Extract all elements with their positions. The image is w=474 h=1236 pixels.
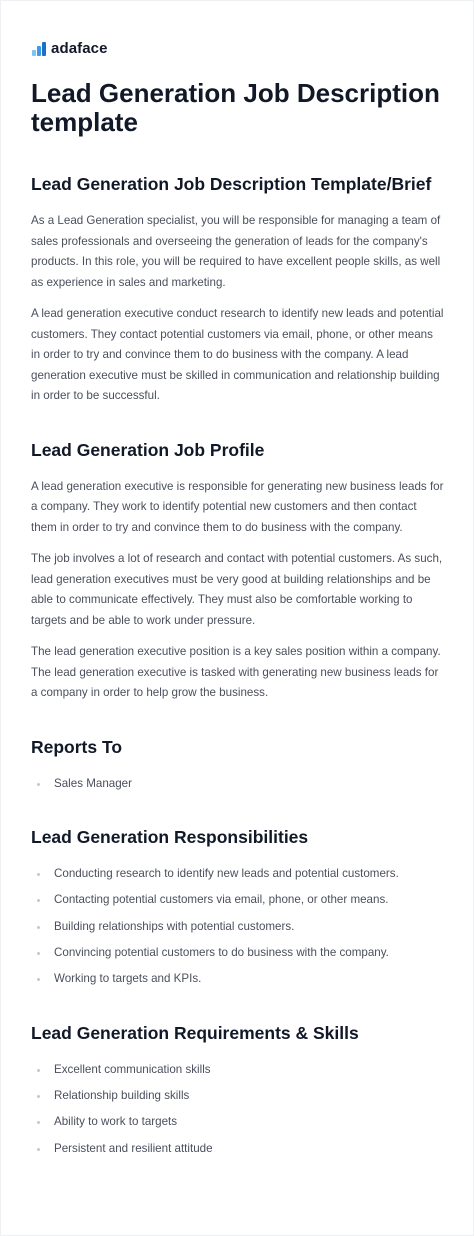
section-job-profile <box>31 437 445 704</box>
list-item: Convincing potential customers to do business with the company. <box>31 943 445 964</box>
section-heading: Lead Generation Job Description Template/Brief <box>31 174 432 194</box>
bullet-list <box>31 864 445 990</box>
list-item: Ability to work to targets <box>31 1112 445 1133</box>
bullet-list <box>31 1060 445 1159</box>
document-body <box>31 171 445 1183</box>
paragraph: As a Lead Generation specialist, you will be responsible for managing a team of sales professionals and overseeing the generation of leads for the company's products. In this role, you will be required to have excellent people skills, as well as experience in sales and marketing. <box>31 214 441 289</box>
brand-logo[interactable] <box>32 40 108 57</box>
adaface-logo-icon <box>32 42 46 56</box>
paragraph: The job involves a lot of research and contact with potential customers. As such, lead generation executives must be very good at building relationships and be able to communicate effectively. They must also be comfortable working to targets and be able to work under pressure. <box>31 552 443 627</box>
list-item: Excellent communication skills <box>31 1060 445 1081</box>
brand-name: adaface <box>51 40 108 57</box>
section-responsibilities <box>31 824 445 990</box>
list-item: Contacting potential customers via email, phone, or other means. <box>31 890 445 911</box>
list-item: Sales Manager <box>31 774 445 795</box>
list-item: Working to targets and KPIs. <box>31 969 445 990</box>
list-item: Persistent and resilient attitude <box>31 1139 445 1160</box>
bullet-list <box>31 774 445 795</box>
paragraph: The lead generation executive position is a key sales position within a company. The lead generation executive is tasked with generating new business leads for a company in order to help grow the business. <box>31 645 441 699</box>
list-item: Building relationships with potential customers. <box>31 917 445 938</box>
section-heading: Lead Generation Responsibilities <box>31 827 309 847</box>
paragraph: A lead generation executive is responsible for generating new business leads for a company. They work to identify potential new customers and then contact them in order to try and convince them to do business with the company. <box>31 479 444 534</box>
section-template-brief <box>31 171 445 407</box>
paragraph: A lead generation executive conduct research to identify new leads and potential customers. They contact potential customers via email, phone, or other means in order to try and convince them to do business with the company. A lead generation executive must be skilled in communication and relationship building in order to be successful. <box>31 307 444 402</box>
section-heading: Lead Generation Requirements & Skills <box>31 1022 359 1043</box>
page-title: Lead Generation Job Description template <box>31 78 440 137</box>
section-reports-to <box>31 734 445 795</box>
list-item: Conducting research to identify new leads and potential customers. <box>31 864 445 885</box>
section-heading: Lead Generation Job Profile <box>31 439 265 460</box>
section-heading: Reports To <box>31 736 123 757</box>
list-item: Relationship building skills <box>31 1086 445 1107</box>
section-requirements-skills <box>31 1020 445 1159</box>
